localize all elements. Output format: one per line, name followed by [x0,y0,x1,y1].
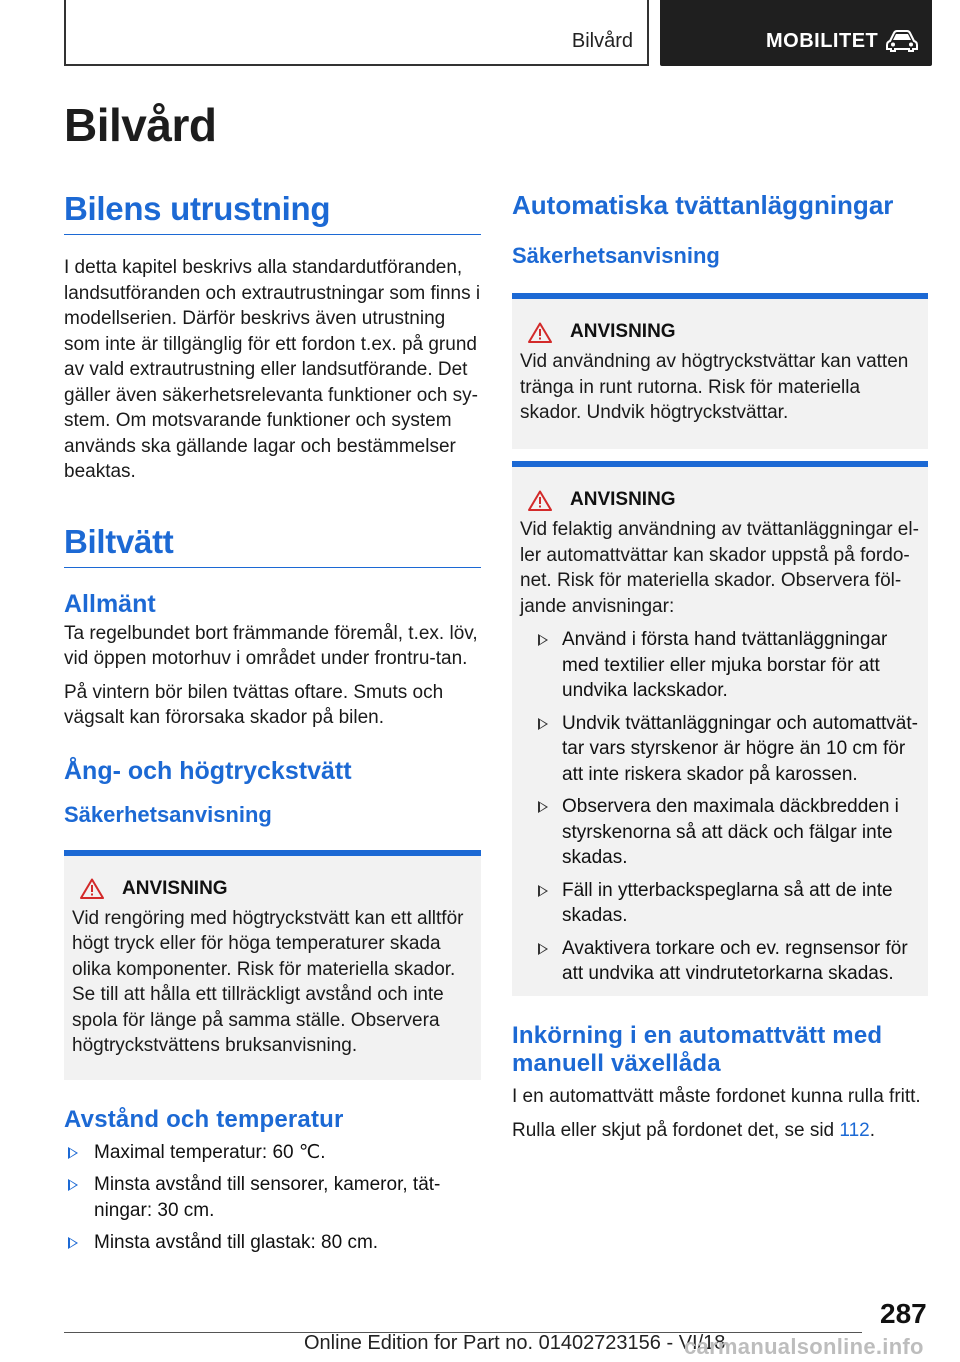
warning-text: Vid felaktig användning av tvättanläggningar el-ler automattvättar kan skador uppstå på fordo-net. Risk för materiella skador. Observera föl-jande anvisningar: [520,519,919,617]
warning-label: ANVISNING [570,489,676,510]
triangle-bullet-icon [68,1237,78,1249]
section-text-bilens-utrustning: I detta kapitel beskrivs alla standardutföranden, landsutföranden och extrautrustningar som finns i modellserien. Därför beskrivs även utrustning som inte är tillgänglig för ett fordon t.ex. på grund av vald extrautrustning eller landsutförande. Det gäller även säkerhetsrelevanta funktioner och sy-stem. Om motsvarande funktioner och system används ska gällande lagar och bestämmelser beaktas. [64,257,481,482]
section-subtitle-sakerhet: Säkerhetsanvisning [512,243,720,268]
triangle-bullet-icon [538,943,548,955]
inkorning-paragraph-1: I en automattvätt måste fordonet kunna rulla fritt. [512,1086,921,1107]
subsection-title-avstand: Avstånd och temperatur [64,1105,344,1133]
allmant-paragraph-1: Ta regelbundet bort främmande föremål, t.ex. löv, vid öppen motorhuv i området under frontru-tan. [64,622,478,669]
watermark: carmanualsonline.info [684,1334,924,1359]
warning-box-hogtryckstvattar [512,293,928,449]
subsection-subtitle-sakerhet: Säkerhetsanvisning [64,801,272,827]
warning-box-tvattanlaggningar [512,461,928,996]
header-chapter-tab [660,0,932,66]
header-section-tab [64,0,649,66]
triangle-bullet-icon [538,801,548,813]
warning-triangle-icon [528,322,552,343]
warning-text: Vid användning av högtryckstvättar kan vatten tränga in runt rutorna. Risk för materiella skador. Undvik högtryckstvättar. [520,351,909,423]
warning-text: Vid rengöring med högtryckstvätt kan ett alltför högt tryck eller för höga temperaturer skada olika komponenter. Risk för materiella skador. Se till att hålla ett tillräckligt avstånd och inte spola för länge på samma ställe. Observera högtryckstvättens bruksanvisning. [72,907,464,1056]
warning-label: ANVISNING [570,321,676,342]
left-column [64,190,481,1263]
list-item: Undvik tvättanläggningar och automattvät-tar vars styrskenor är högre än 10 cm för att inte riskera skador på karossen. [520,711,920,788]
warning-triangle-icon [80,878,104,899]
page-number: 287 [880,1298,927,1329]
triangle-bullet-icon [68,1147,78,1159]
warning-instructions-list [520,627,920,987]
subsection-title-ang: Ång- och högtryckstvätt [64,756,352,785]
list-item: Observera den maximala däckbredden i styrskenorna så att däck och fälgar inte skadas. [520,794,920,871]
list-item: Fäll in ytterbackspeglarna så att de inte skadas. [520,878,920,929]
warning-label: ANVISNING [122,877,228,899]
right-column [512,190,928,1143]
warning-header [72,878,473,900]
list-item: Maximal temperatur: 60 ℃. [64,1140,481,1166]
triangle-bullet-icon [538,634,548,646]
warning-header [520,321,920,343]
section-title-bilens-utrustning: Bilens utrustning [64,190,481,235]
list-item: Använd i första hand tvättanläggningar med textilier eller mjuka borstar för att undvika lackskador. [520,627,920,704]
subsection-title-allmant: Allmänt [64,589,156,618]
list-item: Minsta avstånd till sensorer, kameror, tät-ningar: 30 cm. [64,1172,481,1223]
triangle-bullet-icon [538,885,548,897]
triangle-bullet-icon [538,718,548,730]
header-chapter-title: MOBILITET [766,30,879,52]
subsection-title-inkorning: Inkörning i en automattvätt med manuell växellåda [512,1022,883,1077]
section-title-biltvatt: Biltvätt [64,523,481,568]
list-item: Minsta avstånd till glastak: 80 cm. [64,1230,481,1256]
list-item: Avaktivera torkare och ev. regnsensor för att undvika att vindrutetorkarna skadas. [520,936,920,987]
avstand-list [64,1140,481,1256]
car-icon [886,30,918,52]
warning-header [520,489,920,511]
triangle-bullet-icon [68,1179,78,1191]
warning-triangle-icon [528,490,552,511]
page-title: Bilvård [64,99,217,151]
inkorning-paragraph-2: Rulla eller skjut på fordonet det, se sid 112. [512,1119,875,1141]
warning-box-hogtryck [64,850,481,1080]
footer-edition: Online Edition for Part no. 01402723156 - VI/18 [304,1332,726,1354]
header-section-title: Bilvård [571,30,633,52]
page-reference-link[interactable]: 112 [839,1119,870,1141]
allmant-paragraph-2: På vintern bör bilen tvättas oftare. Smuts och vägsalt kan förorsaka skador på bilen. [64,681,444,728]
section-title-automatiska: Automatiska tvättanläggningar [512,190,894,220]
